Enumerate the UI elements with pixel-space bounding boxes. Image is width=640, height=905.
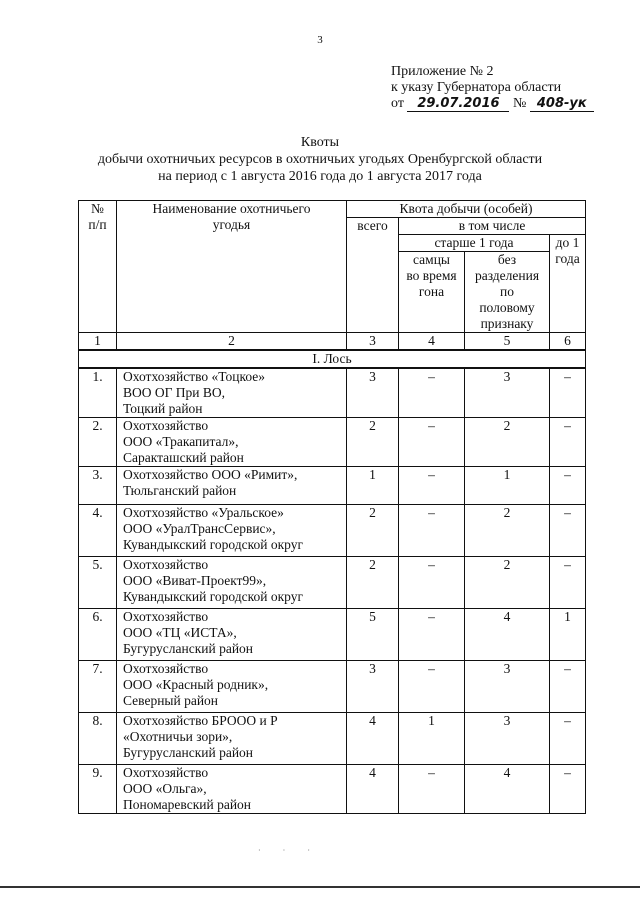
quota-no-sex: 4 [465, 765, 550, 814]
quota-total: 3 [347, 661, 399, 713]
quota-young: – [550, 467, 586, 505]
quota-young: – [550, 505, 586, 557]
title-line-1: Квоты [300, 135, 340, 150]
from-label: от [391, 96, 404, 111]
quota-young: – [550, 418, 586, 467]
table-row [79, 557, 586, 609]
hunting-ground-name: Охотхозяйство ООО «ТЦ «ИСТА», Бугурусланский район [117, 609, 347, 661]
quota-no-sex: 3 [465, 661, 550, 713]
appendix-decree: к указу Губернатора области [391, 80, 562, 95]
bottom-rule [0, 886, 640, 888]
column-number: 3 [347, 333, 399, 351]
document-title [0, 134, 640, 185]
quota-males: – [399, 418, 465, 467]
hunting-ground-name: Охотхозяйство ООО «Тракапитал», Саракташский район [117, 418, 347, 467]
quota-total: 4 [347, 765, 399, 814]
scan-specks: · · · [258, 846, 320, 855]
quota-young: 1 [550, 609, 586, 661]
section-title: I. Лось [79, 350, 586, 368]
header-no-sex: без разделения по половому признаку [465, 252, 550, 333]
quota-males: 1 [399, 713, 465, 765]
column-number: 5 [465, 333, 550, 351]
row-number: 7. [79, 661, 117, 713]
quota-males: – [399, 609, 465, 661]
quota-total: 5 [347, 609, 399, 661]
row-number: 1. [79, 368, 117, 418]
quota-young: – [550, 713, 586, 765]
quota-males: – [399, 505, 465, 557]
header-name: Наименование охотничьего угодья [117, 201, 347, 333]
hunting-ground-name: Охотхозяйство «Тоцкое» ВОО ОГ При ВО, Тоцкий район [117, 368, 347, 418]
quota-males: – [399, 368, 465, 418]
quota-total: 2 [347, 557, 399, 609]
column-number: 2 [117, 333, 347, 351]
header-quota: Квота добычи (особей) [347, 201, 586, 218]
header-males: самцы во время гона [399, 252, 465, 333]
quota-males: – [399, 557, 465, 609]
quota-no-sex: 4 [465, 609, 550, 661]
hunting-ground-name: Охотхозяйство ООО «Римит», Тюльганский район [117, 467, 347, 505]
quota-males: – [399, 661, 465, 713]
quota-total: 3 [347, 368, 399, 418]
header-total: всего [347, 218, 399, 333]
appendix-block [391, 64, 594, 112]
quota-young: – [550, 557, 586, 609]
header-under: до 1 года [550, 235, 586, 333]
table-row [79, 661, 586, 713]
table-row [79, 505, 586, 557]
header-older: старше 1 года [399, 235, 550, 252]
hunting-ground-name: Охотхозяйство ООО «Красный родник», Северный район [117, 661, 347, 713]
quota-no-sex: 2 [465, 505, 550, 557]
quota-young: – [550, 368, 586, 418]
title-line-3: на период с 1 августа 2016 года до 1 августа 2017 года [158, 169, 482, 184]
table-row [79, 467, 586, 505]
row-number: 5. [79, 557, 117, 609]
quota-total: 2 [347, 418, 399, 467]
row-number: 2. [79, 418, 117, 467]
hunting-ground-name: Охотхозяйство ООО «Виват-Проект99», Кувандыкский городской округ [117, 557, 347, 609]
row-number: 6. [79, 609, 117, 661]
quota-males: – [399, 467, 465, 505]
hunting-ground-name: Охотхозяйство БРООО и Р «Охотничьи зори», Бугурусланский район [117, 713, 347, 765]
row-number: 8. [79, 713, 117, 765]
quota-no-sex: 3 [465, 713, 550, 765]
number-label: № [512, 96, 527, 111]
table-row [79, 765, 586, 814]
quota-no-sex: 2 [465, 418, 550, 467]
appendix-title: Приложение № 2 [391, 64, 494, 79]
page-number: 3 [317, 34, 323, 46]
quota-young: – [550, 765, 586, 814]
column-number: 4 [399, 333, 465, 351]
row-number: 9. [79, 765, 117, 814]
hunting-ground-name: Охотхозяйство ООО «Ольга», Пономаревский район [117, 765, 347, 814]
hunting-ground-name: Охотхозяйство «Уральское» ООО «УралТрансСервис», Кувандыкский городской округ [117, 505, 347, 557]
header-including: в том числе [399, 218, 586, 235]
quota-no-sex: 2 [465, 557, 550, 609]
handwritten-number: 408-ук [530, 97, 594, 112]
header-num: № п/п [79, 201, 117, 333]
quota-no-sex: 1 [465, 467, 550, 505]
table-row [79, 713, 586, 765]
table-row [79, 418, 586, 467]
quota-young: – [550, 661, 586, 713]
quota-males: – [399, 765, 465, 814]
column-number: 6 [550, 333, 586, 351]
appendix-date-line [391, 96, 594, 112]
handwritten-date: 29.07.2016 [407, 97, 509, 112]
quota-total: 4 [347, 713, 399, 765]
table-row [79, 368, 586, 418]
row-number: 3. [79, 467, 117, 505]
column-numbers-row [79, 333, 586, 351]
quota-table [78, 200, 586, 814]
table-row [79, 609, 586, 661]
table-body [79, 368, 586, 814]
quota-no-sex: 3 [465, 368, 550, 418]
quota-total: 2 [347, 505, 399, 557]
title-line-2: добычи охотничьих ресурсов в охотничьих угодьях Оренбургской области [97, 152, 543, 167]
column-number: 1 [79, 333, 117, 351]
quota-total: 1 [347, 467, 399, 505]
row-number: 4. [79, 505, 117, 557]
